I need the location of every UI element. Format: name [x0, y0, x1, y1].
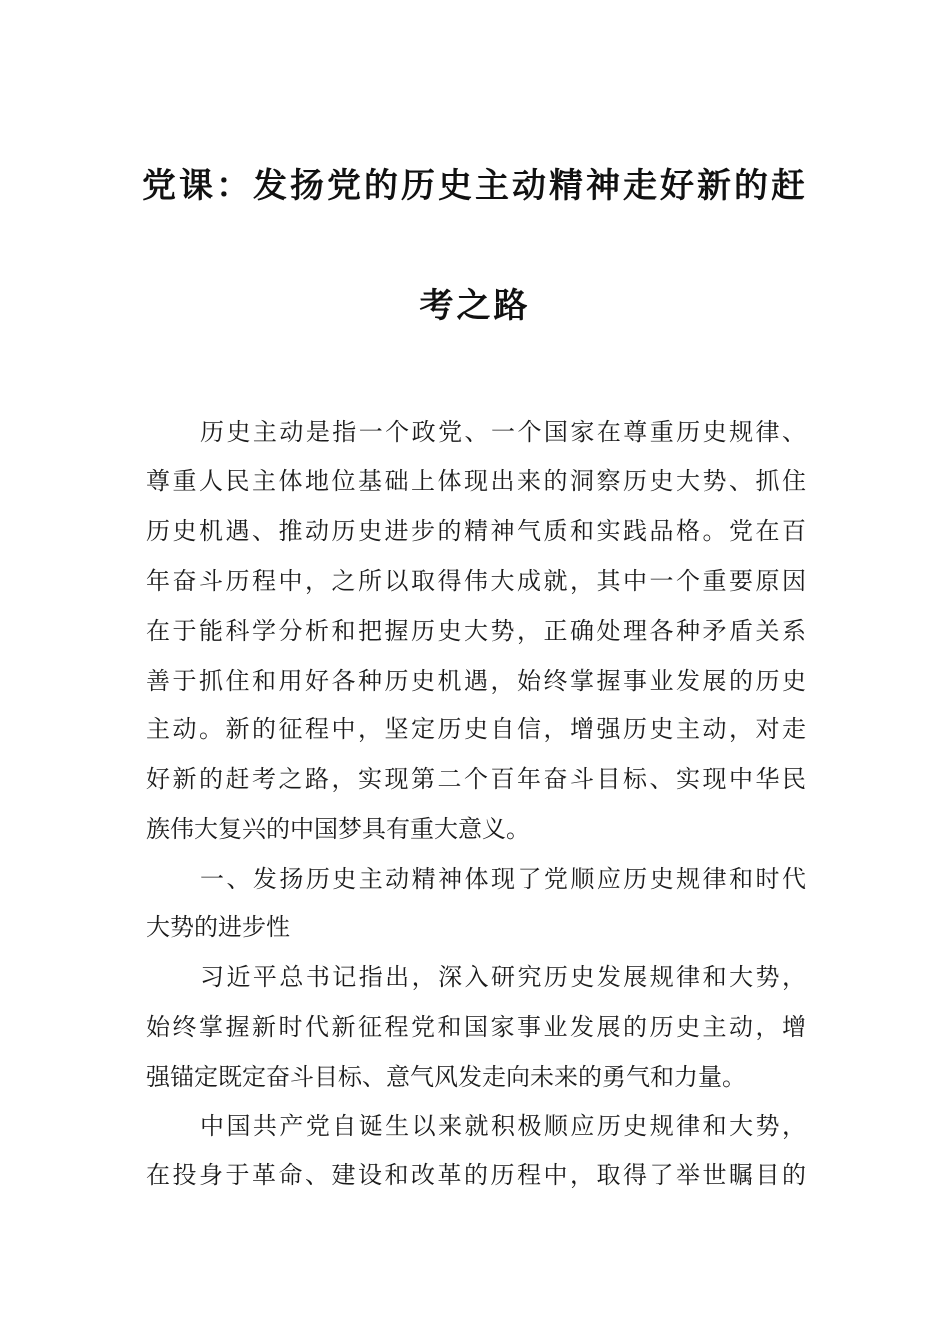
paragraph-1-line: 善于抓住和用好各种历史机遇，始终掌握事业发展的历史 [146, 667, 806, 695]
paragraph-2-line: 强锚定既定奋斗目标、意气风发走向未来的勇气和力量。 [146, 1063, 746, 1091]
paragraph-1-line: 历史机遇、推动历史进步的精神气质和实践品格。党在百 [146, 517, 806, 545]
section-heading-line: 一、发扬历史主动精神体现了党顺应历史规律和时代 [200, 865, 806, 893]
paragraph-1-line: 好新的赶考之路，实现第二个百年奋斗目标、实现中华民 [146, 765, 806, 793]
paragraph-1-line: 历史主动是指一个政党、一个国家在尊重历史规律、 [200, 418, 806, 446]
paragraph-1-line: 年奋斗历程中，之所以取得伟大成就，其中一个重要原因 [146, 567, 806, 595]
paragraph-1-line: 族伟大复兴的中国梦具有重大意义。 [146, 815, 530, 843]
paragraph-1-line: 在于能科学分析和把握历史大势，正确处理各种矛盾关系 [146, 617, 806, 645]
paragraph-1-line: 主动。新的征程中，坚定历史自信，增强历史主动，对走 [146, 715, 806, 743]
paragraph-3-line: 中国共产党自诞生以来就积极顺应历史规律和大势， [200, 1112, 806, 1140]
document-title-line-1: 党课：发扬党的历史主动精神走好新的赶 [142, 166, 808, 206]
document-title-line-2: 考之路 [419, 286, 531, 326]
section-heading-line: 大势的进步性 [146, 913, 290, 941]
paragraph-1-line: 尊重人民主体地位基础上体现出来的洞察历史大势、抓住 [146, 467, 806, 495]
paragraph-2-line: 习近平总书记指出，深入研究历史发展规律和大势， [200, 963, 806, 991]
paragraph-2-line: 始终掌握新时代新征程党和国家事业发展的历史主动，增 [146, 1013, 806, 1041]
paragraph-3-line: 在投身于革命、建设和改革的历程中，取得了举世瞩目的 [146, 1161, 806, 1189]
